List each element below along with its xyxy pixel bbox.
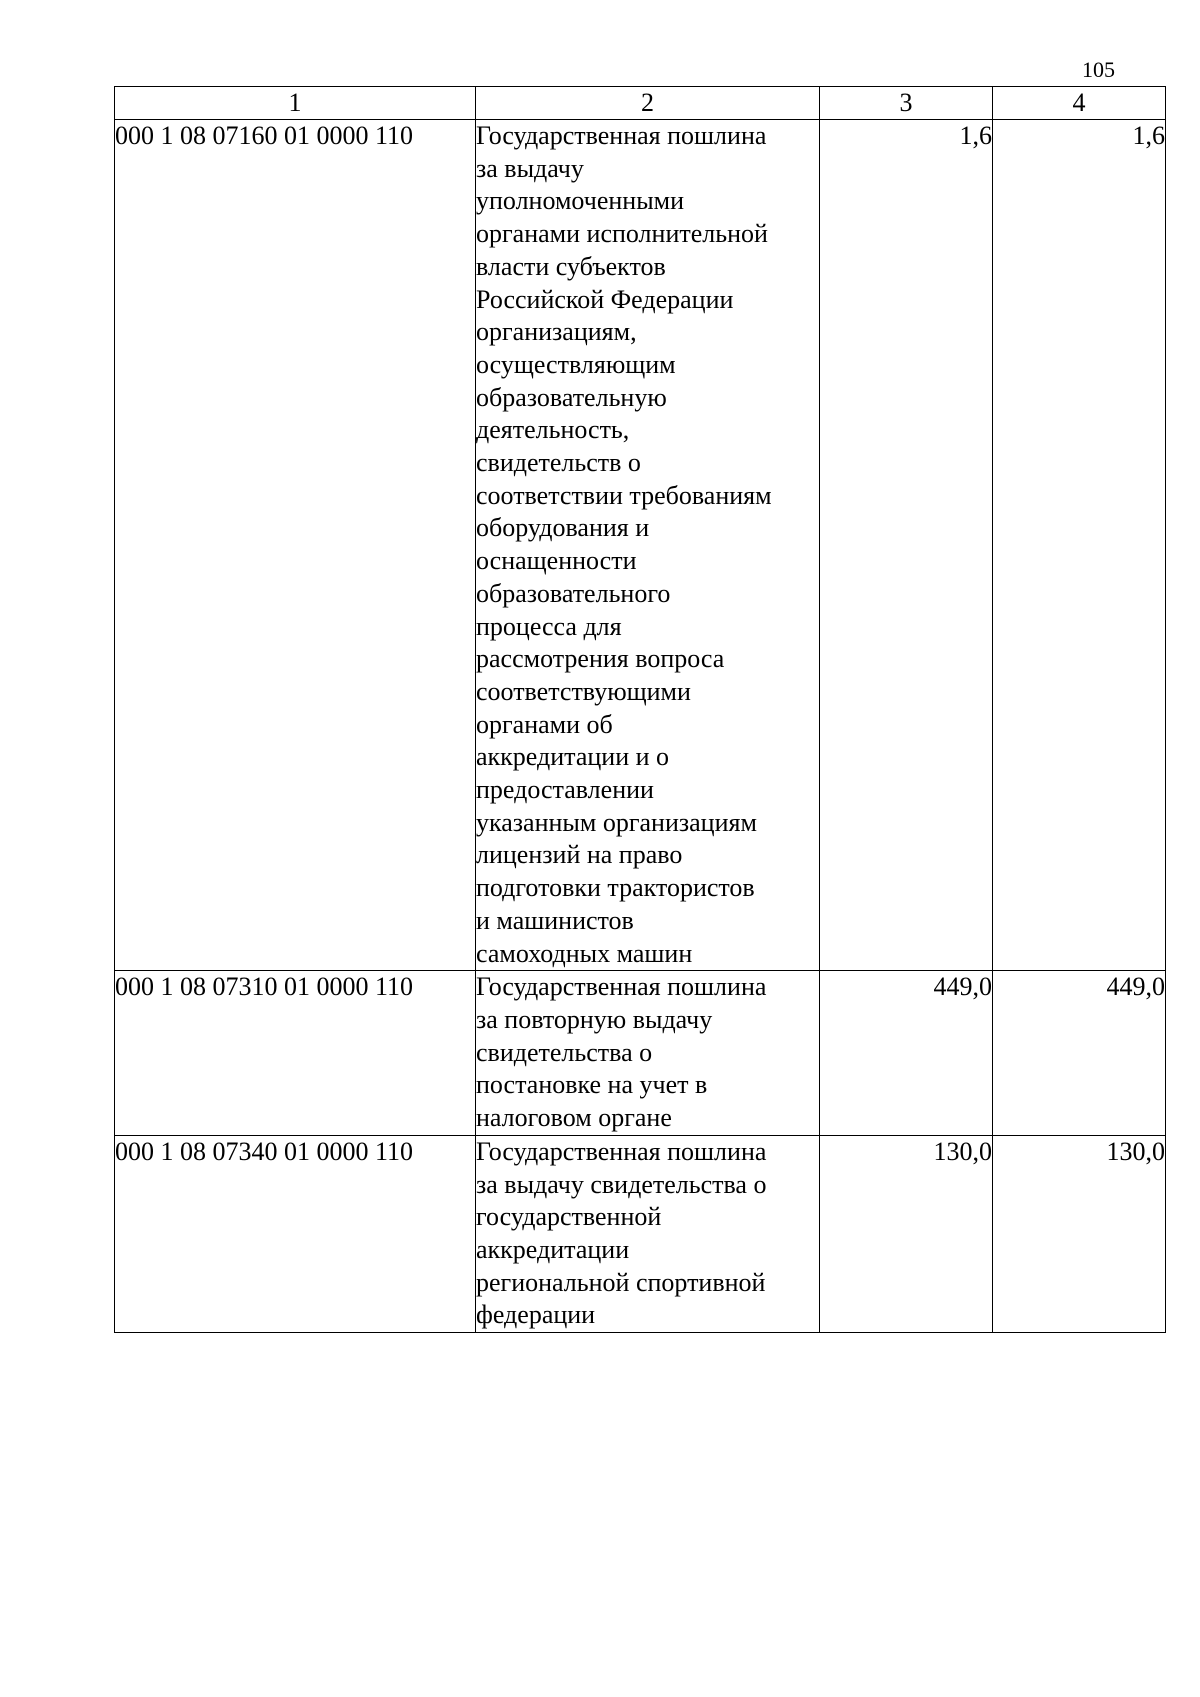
revenue-name-line: за выдачу свидетельства о xyxy=(476,1169,767,1199)
revenue-name-line: образовательного xyxy=(476,578,671,608)
revenue-name-line: власти субъектов xyxy=(476,251,666,281)
revenue-name-cell xyxy=(476,971,820,1136)
budget-code-cell: 000 1 08 07310 01 0000 110 xyxy=(115,971,476,1136)
revenue-name-line: соответствующими xyxy=(476,676,691,706)
table-row xyxy=(115,1135,1166,1332)
revenue-table xyxy=(114,86,1166,1333)
revenue-name-line: Государственная пошлина xyxy=(476,121,767,150)
revenue-name-line: постановке на учет в xyxy=(476,1070,708,1100)
revenue-name-line: самоходных машин xyxy=(476,938,693,968)
amount-column-4-cell: 449,0 xyxy=(993,971,1166,1136)
amount-column-3-cell: 130,0 xyxy=(820,1135,993,1332)
revenue-name-line: соответствии требованиям xyxy=(476,480,772,510)
revenue-name-line: свидетельств о xyxy=(476,448,641,478)
table-row xyxy=(115,120,1166,971)
revenue-name-line: аккредитации и о xyxy=(476,742,670,772)
revenue-name-line: уполномоченными xyxy=(476,186,685,216)
revenue-name-line: за выдачу xyxy=(476,153,584,183)
revenue-name-line: и машинистов xyxy=(476,905,634,935)
revenue-name-line: оснащенности xyxy=(476,546,637,576)
revenue-name-line: деятельность, xyxy=(476,415,630,445)
revenue-name-line: рассмотрения вопроса xyxy=(476,644,725,674)
revenue-name-line: региональной спортивной xyxy=(476,1267,766,1297)
revenue-name-line: органами об xyxy=(476,709,613,739)
revenue-name-line: предоставлении xyxy=(476,775,654,805)
revenue-name-line: государственной xyxy=(476,1202,662,1232)
column-header-4: 4 xyxy=(993,87,1166,120)
revenue-name-line: федерации xyxy=(476,1300,596,1330)
amount-column-4-cell: 130,0 xyxy=(993,1135,1166,1332)
page-number: 105 xyxy=(1082,57,1115,82)
revenue-name-line: образовательную xyxy=(476,382,667,412)
budget-code-cell: 000 1 08 07340 01 0000 110 xyxy=(115,1135,476,1332)
revenue-name-line: Государственная пошлина xyxy=(476,972,767,1002)
table-row xyxy=(115,971,1166,1136)
revenue-name-cell xyxy=(476,120,820,971)
amount-column-3-cell: 449,0 xyxy=(820,971,993,1136)
revenue-name-cell xyxy=(476,1135,820,1332)
revenue-name-line: указанным организациям xyxy=(476,807,757,837)
revenue-name-line: организациям, xyxy=(476,317,637,347)
revenue-name-line: налоговом органе xyxy=(476,1103,672,1133)
revenue-name-line: Государственная пошлина xyxy=(476,1136,767,1166)
revenue-name-line: осуществляющим xyxy=(476,349,676,379)
revenue-name-line: Российской Федерации xyxy=(476,284,734,314)
amount-column-3-cell: 1,6 xyxy=(820,120,993,971)
revenue-name-line: лицензий на право xyxy=(476,840,683,870)
table-header-row xyxy=(115,87,1166,120)
budget-code-cell: 000 1 08 07160 01 0000 110 xyxy=(115,120,476,971)
revenue-name-line: оборудования и xyxy=(476,513,650,543)
column-header-1: 1 xyxy=(115,87,476,120)
revenue-name-line: органами исполнительной xyxy=(476,219,768,249)
revenue-name-line: подготовки трактористов xyxy=(476,873,755,903)
column-header-3: 3 xyxy=(820,87,993,120)
revenue-name-line: процесса для xyxy=(476,611,622,641)
revenue-name-line: аккредитации xyxy=(476,1234,630,1264)
amount-column-4-cell: 1,6 xyxy=(993,120,1166,971)
column-header-2: 2 xyxy=(476,87,820,120)
revenue-name-line: за повторную выдачу xyxy=(476,1004,713,1034)
revenue-name-line: свидетельства о xyxy=(476,1037,653,1067)
